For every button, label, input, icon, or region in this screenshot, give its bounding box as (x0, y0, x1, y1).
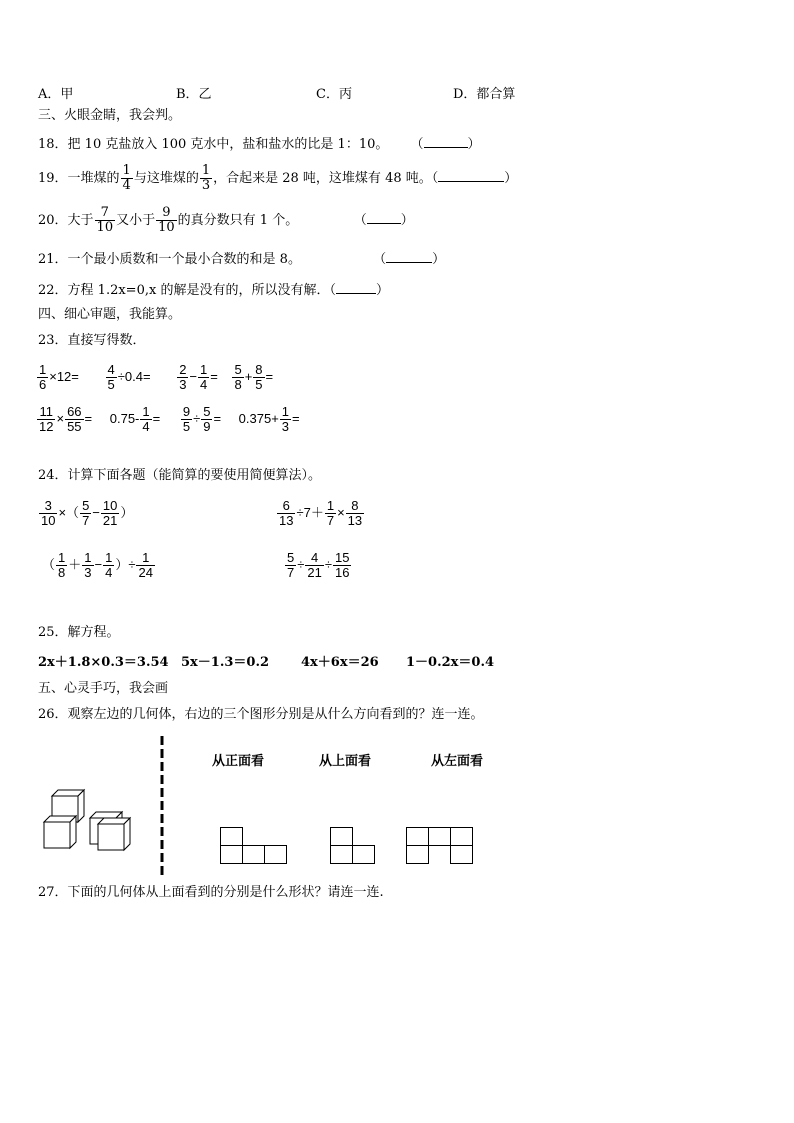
numerator: 1 (201, 163, 211, 178)
fraction (56, 551, 67, 580)
q27-text: 27．下面的几何体从上面看到的分别是什么形状？请连一连. (38, 885, 384, 900)
numerator: 4 (107, 362, 115, 378)
numerator: 1 (84, 550, 92, 566)
numerator: 6 (282, 498, 290, 514)
fraction (106, 363, 117, 392)
fraction (65, 405, 83, 434)
q23-expr-8: 0.375+ $\frac{1}{3}$ = (238, 404, 300, 435)
q23-expr-6: 0.75- $\frac{1}{4}$ = (109, 404, 161, 435)
q23-expr-7: $\frac{9}{5}$ ÷ $\frac{5}{9}$ = (182, 404, 222, 435)
numerator: 1 (281, 404, 290, 420)
denominator: 3 (281, 419, 290, 435)
denominator: 12 (39, 419, 54, 435)
numerator: 15 (334, 550, 350, 566)
fraction (103, 551, 114, 580)
view-shape-3[interactable] (406, 827, 474, 865)
denominator: 55 (67, 419, 82, 435)
option-d: D．都合算 (453, 87, 516, 102)
dashed-divider (160, 736, 166, 878)
numerator: 8 (255, 362, 263, 378)
denominator: 21 (102, 513, 118, 529)
fraction (285, 551, 296, 580)
question-21: 21．一个最小质数和一个最小合数的和是 8。 （ ） (38, 252, 446, 267)
q25-equation-1: 2x＋1.8×0.3＝3.54 (38, 655, 169, 670)
denominator: 4 (105, 565, 113, 581)
question-18: 18．把 10 克盐放入 100 克水中，盐和盐水的比是 1：10。 （ ） (38, 137, 481, 152)
denominator: 7 (326, 513, 335, 529)
fraction (198, 363, 209, 392)
numerator: 11 (39, 404, 53, 420)
numerator: 5 (287, 550, 295, 566)
q22-answer-blank[interactable] (336, 281, 376, 294)
view-label-top: 从上面看 (319, 754, 372, 769)
q26-text: 26．观察左边的几何体，右边的三个图形分别是从什么方向看到的？连一连。 (38, 707, 484, 722)
denominator: 8 (234, 377, 242, 393)
denominator: 5 (182, 419, 191, 435)
numerator: 1 (105, 550, 113, 566)
q24-problem-3: （ $\frac{1}{8}$ ＋ $\frac{1}{3}$ − $\frac{1}{4}$ ）÷ $\frac{1}{24}$ (42, 550, 153, 581)
q23-expr-2: $\frac{4}{5}$ ÷0.4= (107, 362, 151, 393)
numerator: 7 (100, 205, 109, 220)
q25-equation-3: 4x＋6x＝26 (301, 655, 379, 670)
fraction (80, 499, 91, 528)
numerator: 9 (182, 404, 191, 420)
numerator: 5 (234, 362, 242, 378)
fraction (305, 551, 323, 580)
fraction (200, 164, 212, 193)
numerator: 1 (39, 362, 47, 378)
fraction (156, 206, 177, 235)
question-22: 22．方程 1.2x=0,x 的解是没有的，所以没有解．（ ） (38, 283, 389, 298)
denominator: 4 (122, 178, 131, 193)
q18-answer-blank[interactable] (424, 135, 468, 148)
q23-expr-5: $\frac{11}{12}$ × $\frac{66}{55}$ = (39, 404, 93, 435)
q18-text: 18．把 10 克盐放入 100 克水中，盐和盐水的比是 1：10。 (38, 137, 389, 152)
fraction (95, 206, 116, 235)
fraction (136, 551, 154, 580)
denominator: 5 (107, 377, 115, 393)
fraction (121, 164, 133, 193)
section-5-title: 五、心灵手巧，我会画 (38, 681, 169, 696)
numerator: 1 (122, 163, 131, 178)
question-20: 20．大于 $\frac{7}{10}$ 又小于 $\frac{9}{10}$ 的真分数只有 1 个。 （ ） (38, 205, 414, 235)
q23-title: 23．直接写得数． (38, 333, 146, 348)
section-4-title: 四、细心审题，我能算。 (38, 307, 182, 322)
numerator: 2 (179, 362, 187, 378)
fraction (37, 363, 48, 392)
denominator: 3 (179, 377, 187, 393)
fraction (177, 363, 188, 392)
fraction (277, 499, 295, 528)
q21-answer-blank[interactable] (386, 250, 432, 263)
denominator: 10 (158, 220, 175, 235)
fraction (280, 405, 291, 434)
question-19: 19．一堆煤的 $\frac{1}{4}$ 与这堆煤的 $\frac{1}{3}$ ，合起来是 28 吨，这堆煤有 48 吨。（ ） (38, 163, 518, 193)
fraction (39, 499, 57, 528)
denominator: 4 (142, 419, 150, 435)
q23-row-1 (36, 360, 273, 394)
numerator: 66 (67, 404, 82, 420)
fraction (253, 363, 264, 392)
denominator: 13 (347, 513, 363, 529)
fraction (346, 499, 364, 528)
denominator: 8 (58, 565, 66, 581)
fraction (82, 551, 93, 580)
q24-problem-1: $\frac{3}{10}$ ×（ $\frac{5}{7}$ − $\frac{10}{21}$ ） (41, 498, 134, 529)
q23-expr-1: $\frac{1}{6}$ ×12= (39, 362, 79, 393)
numerator: 8 (351, 498, 359, 514)
q24-problem-4: $\frac{5}{7}$ ÷ $\frac{4}{21}$ ÷ $\frac{15}{16}$ (287, 550, 350, 581)
denominator: 21 (307, 565, 322, 581)
numerator: 9 (162, 205, 171, 220)
fraction (325, 499, 336, 528)
option-a: A．甲 (38, 87, 74, 102)
q20-answer-blank[interactable] (367, 211, 401, 224)
denominator: 5 (255, 377, 263, 393)
numerator: 1 (142, 404, 150, 420)
numerator: 5 (203, 404, 211, 420)
option-b: B．乙 (176, 87, 212, 102)
view-label-front: 从正面看 (212, 754, 265, 769)
q19-answer-blank[interactable] (438, 169, 504, 182)
numerator: 1 (200, 362, 208, 378)
denominator: 24 (138, 565, 153, 581)
numerator: 4 (310, 550, 319, 566)
view-label-left: 从左面看 (431, 754, 484, 769)
denominator: 6 (39, 377, 47, 393)
fraction (201, 405, 212, 434)
fraction (140, 405, 151, 434)
denominator: 4 (200, 377, 208, 393)
cube-solid-figure (40, 788, 140, 852)
q25-equation-4: 1－0.2x＝0.4 (406, 655, 495, 670)
denominator: 16 (334, 565, 350, 581)
fraction (37, 405, 55, 434)
numerator: 1 (326, 498, 335, 514)
q25-equation-2: 5x－1.3＝0.2 (181, 655, 270, 670)
q25-title: 25．解方程。 (38, 625, 120, 640)
section-3-title: 三、火眼金睛，我会判。 (38, 108, 182, 123)
denominator: 10 (96, 220, 114, 235)
q23-row-2 (36, 402, 300, 436)
q23-expr-4: $\frac{5}{8}$ + $\frac{8}{5}$ = (234, 362, 274, 393)
view-shape-2[interactable] (330, 827, 376, 865)
q23-expr-3: $\frac{2}{3}$ − $\frac{1}{4}$ = (179, 362, 218, 393)
fraction (101, 499, 119, 528)
numerator: 5 (82, 498, 90, 514)
denominator: 3 (201, 178, 211, 193)
option-c: C．丙 (316, 87, 352, 102)
numerator: 1 (142, 550, 150, 566)
denominator: 7 (82, 513, 90, 529)
view-shape-1[interactable] (220, 827, 288, 865)
denominator: 3 (84, 565, 92, 581)
q24-problem-2: $\frac{6}{13}$ ÷7＋ $\frac{1}{7}$ × $\frac{8}{13}$ (279, 498, 363, 529)
q24-title: 24．计算下面各题（能简算的要使用简便算法）。 (38, 468, 322, 483)
numerator: 3 (44, 498, 52, 514)
fraction (232, 363, 243, 392)
fraction (181, 405, 192, 434)
denominator: 7 (287, 565, 295, 581)
denominator: 10 (41, 513, 56, 529)
numerator: 1 (58, 550, 66, 566)
numerator: 10 (102, 498, 118, 514)
fraction (333, 551, 351, 580)
denominator: 9 (203, 419, 211, 435)
denominator: 13 (279, 513, 294, 529)
